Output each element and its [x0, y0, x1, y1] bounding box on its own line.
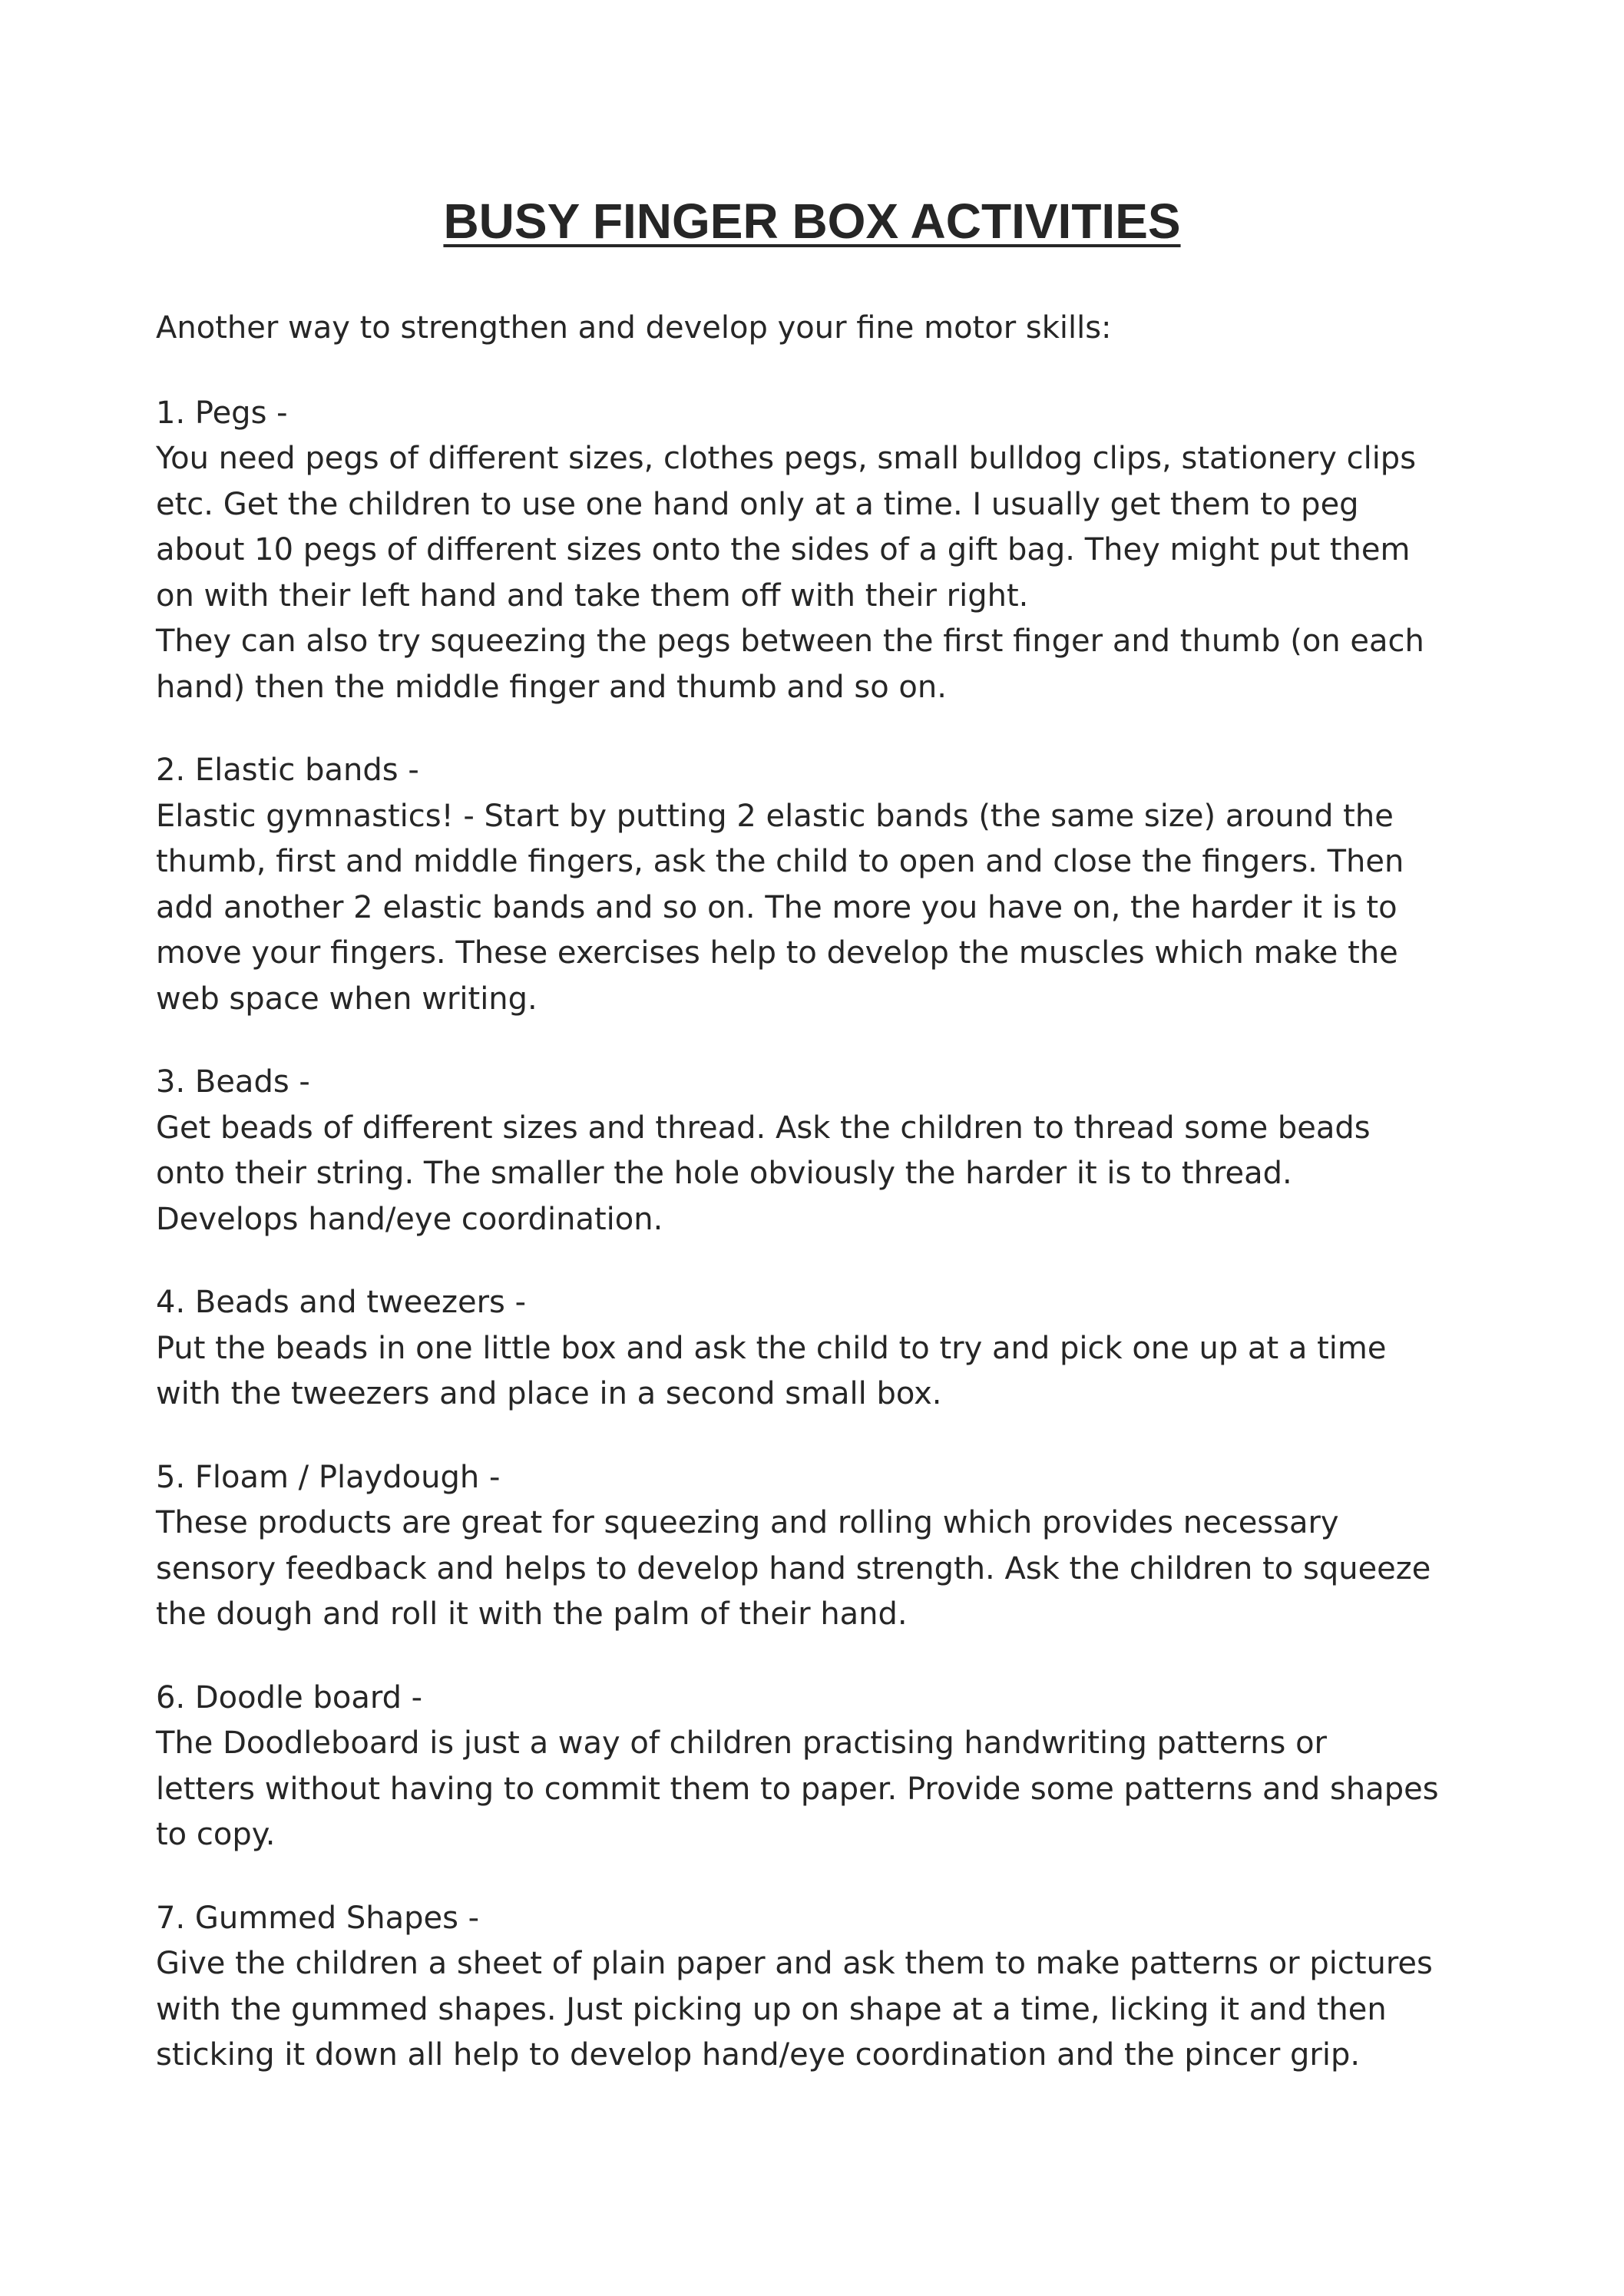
activity-heading: 2. Elastic bands -: [156, 753, 419, 788]
activity-elastic-bands: [156, 748, 1477, 1022]
activity-beads: [156, 1060, 1477, 1242]
activity-heading: 4. Beads and tweezers -: [156, 1285, 527, 1320]
activity-heading: 6. Doodle board -: [156, 1679, 423, 1715]
document-content: [156, 306, 1477, 2116]
activity-floam-playdough: [156, 1455, 1477, 1638]
page-title: BUSY FINGER BOX ACTIVITIES: [443, 194, 1181, 249]
activity-beads-and-tweezers: [156, 1280, 1477, 1418]
activity-body: These products are great for squeezing and rolling which provides necessary sensory feedback and helps to develop hand strength. Ask the children to squeeze the dough and roll it with the palm of their hand.: [156, 1505, 1431, 1632]
intro-text: Another way to strengthen and develop your fine motor skills:: [156, 310, 1112, 346]
activity-body: Put the beads in one little box and ask the child to try and pick one up at a time with the tweezers and place in a second small box.: [156, 1330, 1387, 1411]
activity-body: Give the children a sheet of plain paper and ask them to make patterns or pictures with the gummed shapes. Just picking up on shape at a time, licking it and then sticking it down all help to develop hand/eye coordination and the pincer grip.: [156, 1946, 1433, 2073]
activity-gummed-shapes: [156, 1896, 1477, 2079]
activity-doodle-board: [156, 1676, 1477, 1858]
activity-heading: 5. Floam / Playdough -: [156, 1459, 501, 1495]
activity-heading: 3. Beads -: [156, 1064, 310, 1100]
activity-body: The Doodleboard is just a way of children practising handwriting patterns or letters without having to commit them to paper. Provide some patterns and shapes to copy.: [156, 1725, 1439, 1852]
activity-body: Get beads of different sizes and thread. Ask the children to thread some beads onto their string. The smaller the hole obviously the harder it is to thread. Develops hand/eye coordination.: [156, 1110, 1371, 1237]
activity-body: Elastic gymnastics! - Start by putting 2 elastic bands (the same size) around the thumb, first and middle fingers, ask the child to open and close the fingers. Then add another 2 elastic bands and so on. The more you have on, the harder it is to move your fingers. These exercises help to develop the muscles which make the web space when writing.: [156, 798, 1404, 1017]
activity-heading: 7. Gummed Shapes -: [156, 1900, 480, 1936]
activity-pegs: [156, 391, 1477, 711]
activity-body: You need pegs of different sizes, clothes pegs, small bulldog clips, stationery clips etc. Get the children to use one hand only at a time. I usually get them to peg about 10 pegs of different sizes onto the sides of a gift bag. They might put them on with their left hand and take them off with their right. They can also try squeezing the pegs between the first finger and thumb (on each hand) then the middle finger and thumb and so on.: [156, 441, 1424, 705]
activity-heading: 1. Pegs -: [156, 395, 288, 431]
